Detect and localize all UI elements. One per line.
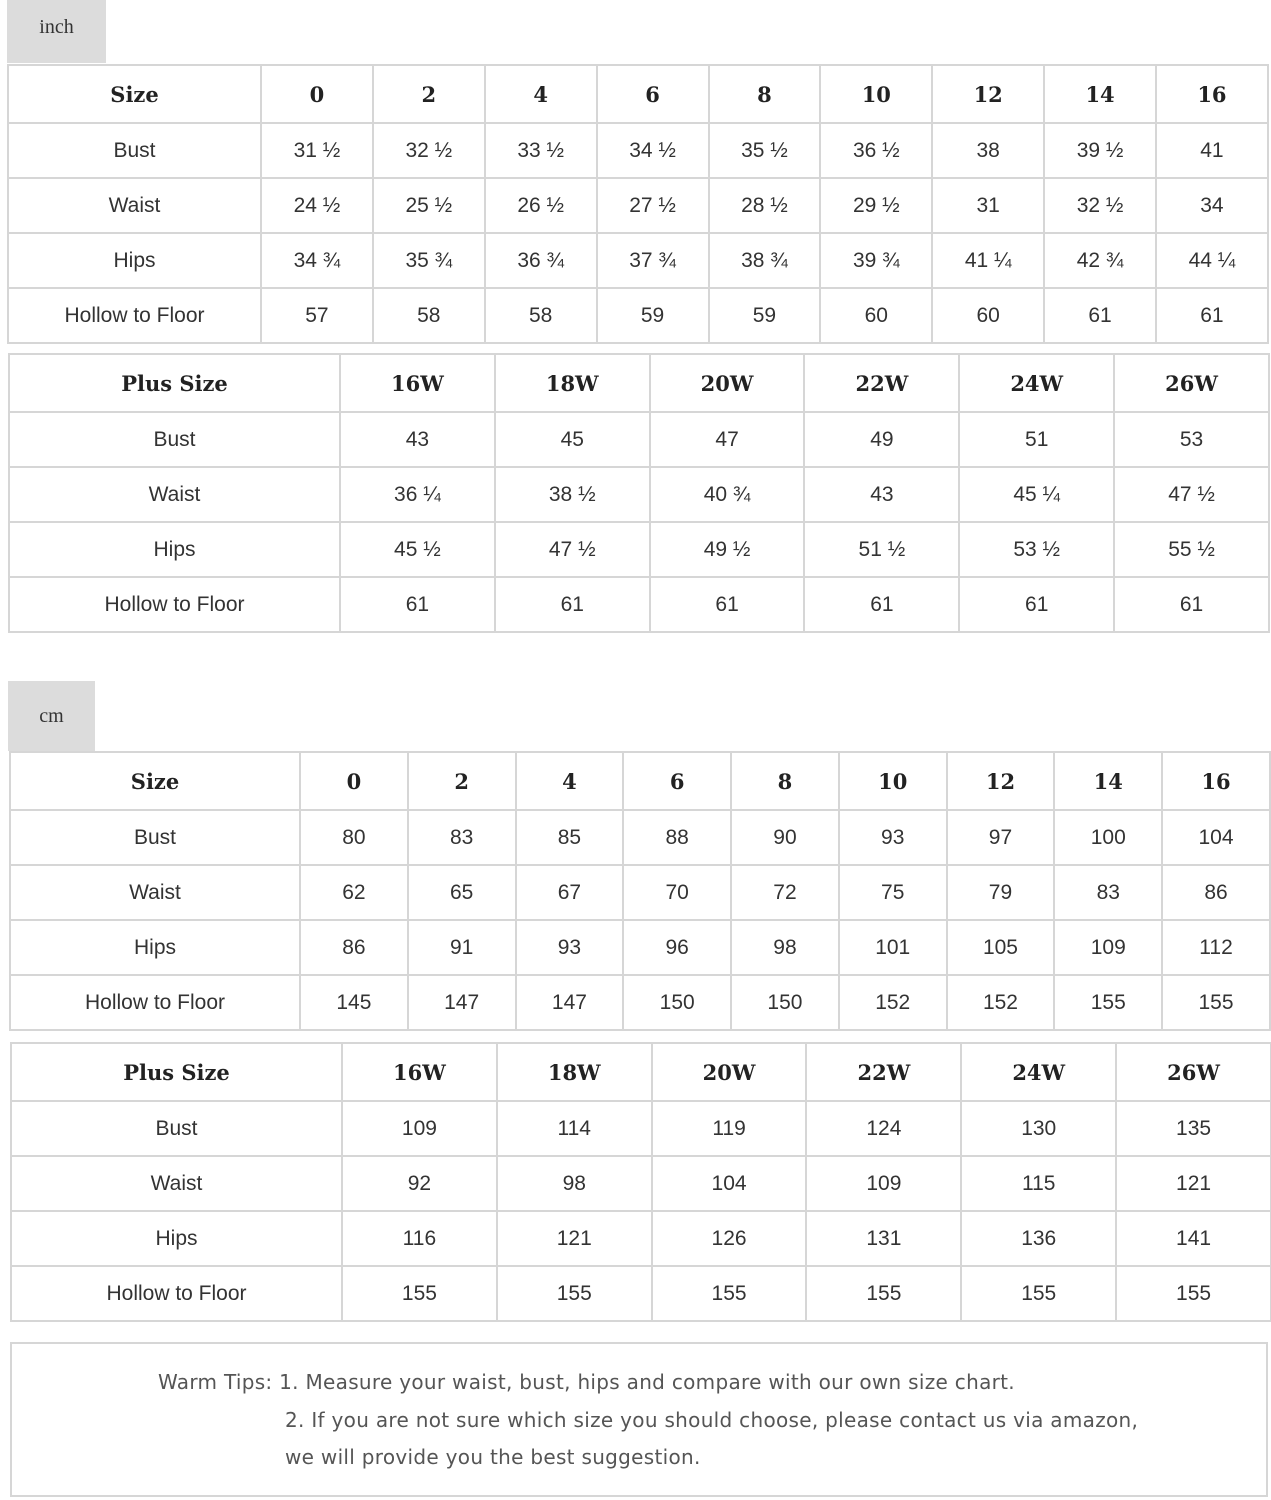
measurement-value: 121 [497, 1211, 652, 1266]
measurement-value: 152 [839, 975, 947, 1030]
measurement-value: 51 [959, 412, 1114, 467]
measurement-value: 42 ¾ [1044, 233, 1156, 288]
inch-standard-size-table [7, 64, 1269, 344]
measurement-value: 155 [342, 1266, 497, 1321]
measurement-value: 96 [623, 920, 731, 975]
measurement-value: 39 ¾ [820, 233, 932, 288]
measurement-value: 135 [1116, 1101, 1271, 1156]
measurement-value: 25 ½ [373, 178, 485, 233]
measurement-value: 83 [1054, 865, 1162, 920]
measurement-value: 43 [340, 412, 495, 467]
measurement-value: 38 ¾ [709, 233, 821, 288]
measurement-value: 36 ¼ [340, 467, 495, 522]
measurement-value: 61 [804, 577, 959, 632]
measurement-value: 57 [261, 288, 373, 343]
size-header-cell: 12 [932, 65, 1044, 123]
measurement-label: Hollow to Floor [11, 1266, 342, 1321]
measurement-label: Hips [9, 522, 340, 577]
measurement-value: 61 [959, 577, 1114, 632]
measurement-value: 155 [806, 1266, 961, 1321]
measurement-value: 90 [731, 810, 839, 865]
measurement-value: 130 [961, 1101, 1116, 1156]
size-header-cell: 4 [485, 65, 597, 123]
measurement-value: 60 [932, 288, 1044, 343]
measurement-value: 58 [373, 288, 485, 343]
measurement-label: Hollow to Floor [8, 288, 261, 343]
measurement-value: 152 [947, 975, 1055, 1030]
size-header-cell: 10 [820, 65, 932, 123]
measurement-value: 119 [652, 1101, 807, 1156]
measurement-value: 61 [1044, 288, 1156, 343]
table-row [11, 1101, 1271, 1156]
size-header-cell: 6 [597, 65, 709, 123]
size-header-cell: 16 [1162, 752, 1270, 810]
measurement-value: 34 [1156, 178, 1268, 233]
size-header-cell: 8 [709, 65, 821, 123]
measurement-value: 93 [516, 920, 624, 975]
measurement-value: 43 [804, 467, 959, 522]
measurement-value: 105 [947, 920, 1055, 975]
table-row [9, 522, 1269, 577]
unit-tab-cm: cm [8, 681, 95, 751]
measurement-value: 147 [408, 975, 516, 1030]
measurement-label: Bust [11, 1101, 342, 1156]
measurement-label: Hips [8, 233, 261, 288]
size-header-cell: 6 [623, 752, 731, 810]
size-header-cell: 0 [300, 752, 408, 810]
measurement-value: 35 ½ [709, 123, 821, 178]
tips-line-1: Warm Tips: 1. Measure your waist, bust, hips and compare with our own size chart. [158, 1370, 1015, 1394]
table-row [8, 178, 1268, 233]
measurement-value: 104 [1162, 810, 1270, 865]
measurement-value: 31 ½ [261, 123, 373, 178]
table-row [9, 412, 1269, 467]
measurement-value: 150 [731, 975, 839, 1030]
measurement-value: 37 ¾ [597, 233, 709, 288]
measurement-value: 34 ½ [597, 123, 709, 178]
measurement-value: 49 [804, 412, 959, 467]
header-label: Size [10, 752, 300, 810]
measurement-value: 39 ½ [1044, 123, 1156, 178]
table-row [11, 1211, 1271, 1266]
measurement-value: 44 ¼ [1156, 233, 1268, 288]
measurement-value: 121 [1116, 1156, 1271, 1211]
measurement-value: 136 [961, 1211, 1116, 1266]
measurement-value: 98 [497, 1156, 652, 1211]
measurement-value: 34 ¾ [261, 233, 373, 288]
cm-standard-size-table [9, 751, 1271, 1031]
measurement-value: 53 ½ [959, 522, 1114, 577]
measurement-value: 47 [650, 412, 805, 467]
header-label: Plus Size [11, 1043, 342, 1101]
measurement-label: Waist [11, 1156, 342, 1211]
measurement-value: 51 ½ [804, 522, 959, 577]
measurement-label: Waist [10, 865, 300, 920]
measurement-value: 155 [961, 1266, 1116, 1321]
size-header-cell: 18W [495, 354, 650, 412]
measurement-value: 32 ½ [1044, 178, 1156, 233]
inch-plus-size-table [8, 353, 1270, 633]
size-header-cell: 22W [806, 1043, 961, 1101]
measurement-value: 114 [497, 1101, 652, 1156]
measurement-value: 79 [947, 865, 1055, 920]
measurement-value: 155 [1054, 975, 1162, 1030]
cm-plus-size-table [10, 1042, 1271, 1322]
measurement-value: 92 [342, 1156, 497, 1211]
measurement-value: 36 ½ [820, 123, 932, 178]
size-header-cell: 16W [342, 1043, 497, 1101]
table-row [8, 123, 1268, 178]
measurement-label: Waist [9, 467, 340, 522]
measurement-value: 72 [731, 865, 839, 920]
table-row [8, 233, 1268, 288]
header-row [11, 1043, 1271, 1101]
table-row [11, 1156, 1271, 1211]
measurement-value: 101 [839, 920, 947, 975]
measurement-value: 88 [623, 810, 731, 865]
measurement-value: 61 [1114, 577, 1269, 632]
size-header-cell: 24W [961, 1043, 1116, 1101]
measurement-value: 83 [408, 810, 516, 865]
measurement-value: 115 [961, 1156, 1116, 1211]
size-header-cell: 10 [839, 752, 947, 810]
table-row [11, 1266, 1271, 1321]
measurement-value: 112 [1162, 920, 1270, 975]
measurement-value: 97 [947, 810, 1055, 865]
measurement-label: Bust [9, 412, 340, 467]
measurement-value: 65 [408, 865, 516, 920]
measurement-value: 27 ½ [597, 178, 709, 233]
measurement-value: 36 ¾ [485, 233, 597, 288]
measurement-value: 109 [342, 1101, 497, 1156]
measurement-value: 58 [485, 288, 597, 343]
measurement-value: 75 [839, 865, 947, 920]
measurement-value: 41 ¼ [932, 233, 1044, 288]
size-header-cell: 20W [650, 354, 805, 412]
size-header-cell: 14 [1054, 752, 1162, 810]
measurement-value: 93 [839, 810, 947, 865]
measurement-value: 32 ½ [373, 123, 485, 178]
measurement-value: 24 ½ [261, 178, 373, 233]
size-header-cell: 16 [1156, 65, 1268, 123]
measurement-value: 141 [1116, 1211, 1271, 1266]
measurement-value: 55 ½ [1114, 522, 1269, 577]
measurement-value: 124 [806, 1101, 961, 1156]
measurement-value: 29 ½ [820, 178, 932, 233]
measurement-value: 109 [806, 1156, 961, 1211]
size-header-cell: 14 [1044, 65, 1156, 123]
measurement-label: Bust [8, 123, 261, 178]
measurement-value: 91 [408, 920, 516, 975]
size-header-cell: 22W [804, 354, 959, 412]
measurement-label: Hollow to Floor [10, 975, 300, 1030]
header-row [8, 65, 1268, 123]
measurement-value: 61 [495, 577, 650, 632]
measurement-value: 38 ½ [495, 467, 650, 522]
measurement-value: 59 [709, 288, 821, 343]
measurement-value: 61 [1156, 288, 1268, 343]
warm-tips-box [10, 1342, 1268, 1497]
measurement-value: 45 [495, 412, 650, 467]
size-header-cell: 26W [1116, 1043, 1271, 1101]
measurement-value: 28 ½ [709, 178, 821, 233]
measurement-value: 35 ¾ [373, 233, 485, 288]
size-header-cell: 24W [959, 354, 1114, 412]
table-row [8, 288, 1268, 343]
measurement-label: Waist [8, 178, 261, 233]
size-header-cell: 0 [261, 65, 373, 123]
header-row [9, 354, 1269, 412]
measurement-value: 45 ½ [340, 522, 495, 577]
tips-line-3: we will provide you the best suggestion. [285, 1445, 701, 1469]
measurement-value: 40 ¾ [650, 467, 805, 522]
size-header-cell: 4 [516, 752, 624, 810]
measurement-value: 26 ½ [485, 178, 597, 233]
measurement-value: 61 [650, 577, 805, 632]
measurement-value: 45 ¼ [959, 467, 1114, 522]
header-row [10, 752, 1270, 810]
measurement-value: 59 [597, 288, 709, 343]
measurement-value: 31 [932, 178, 1044, 233]
table-row [10, 865, 1270, 920]
table-row [9, 577, 1269, 632]
size-header-cell: 8 [731, 752, 839, 810]
header-label: Plus Size [9, 354, 340, 412]
measurement-label: Hips [10, 920, 300, 975]
measurement-label: Bust [10, 810, 300, 865]
measurement-value: 109 [1054, 920, 1162, 975]
table-row [10, 975, 1270, 1030]
tips-line-2: 2. If you are not sure which size you should choose, please contact us via amazon, [285, 1408, 1139, 1432]
measurement-value: 150 [623, 975, 731, 1030]
measurement-label: Hollow to Floor [9, 577, 340, 632]
size-header-cell: 16W [340, 354, 495, 412]
measurement-value: 41 [1156, 123, 1268, 178]
size-header-cell: 2 [408, 752, 516, 810]
size-header-cell: 12 [947, 752, 1055, 810]
measurement-value: 60 [820, 288, 932, 343]
header-label: Size [8, 65, 261, 123]
measurement-value: 126 [652, 1211, 807, 1266]
measurement-value: 116 [342, 1211, 497, 1266]
measurement-value: 49 ½ [650, 522, 805, 577]
measurement-value: 100 [1054, 810, 1162, 865]
measurement-value: 85 [516, 810, 624, 865]
measurement-label: Hips [11, 1211, 342, 1266]
table-row [10, 810, 1270, 865]
measurement-value: 98 [731, 920, 839, 975]
measurement-value: 86 [1162, 865, 1270, 920]
size-header-cell: 26W [1114, 354, 1269, 412]
measurement-value: 67 [516, 865, 624, 920]
table-row [10, 920, 1270, 975]
measurement-value: 155 [1116, 1266, 1271, 1321]
measurement-value: 38 [932, 123, 1044, 178]
measurement-value: 80 [300, 810, 408, 865]
unit-tab-inch: inch [7, 0, 106, 63]
measurement-value: 147 [516, 975, 624, 1030]
measurement-value: 47 ½ [1114, 467, 1269, 522]
measurement-value: 33 ½ [485, 123, 597, 178]
measurement-value: 62 [300, 865, 408, 920]
measurement-value: 70 [623, 865, 731, 920]
measurement-value: 104 [652, 1156, 807, 1211]
table-row [9, 467, 1269, 522]
measurement-value: 131 [806, 1211, 961, 1266]
measurement-value: 155 [1162, 975, 1270, 1030]
size-header-cell: 20W [652, 1043, 807, 1101]
measurement-value: 86 [300, 920, 408, 975]
measurement-value: 47 ½ [495, 522, 650, 577]
measurement-value: 145 [300, 975, 408, 1030]
size-header-cell: 18W [497, 1043, 652, 1101]
measurement-value: 155 [497, 1266, 652, 1321]
measurement-value: 53 [1114, 412, 1269, 467]
size-header-cell: 2 [373, 65, 485, 123]
measurement-value: 155 [652, 1266, 807, 1321]
measurement-value: 61 [340, 577, 495, 632]
